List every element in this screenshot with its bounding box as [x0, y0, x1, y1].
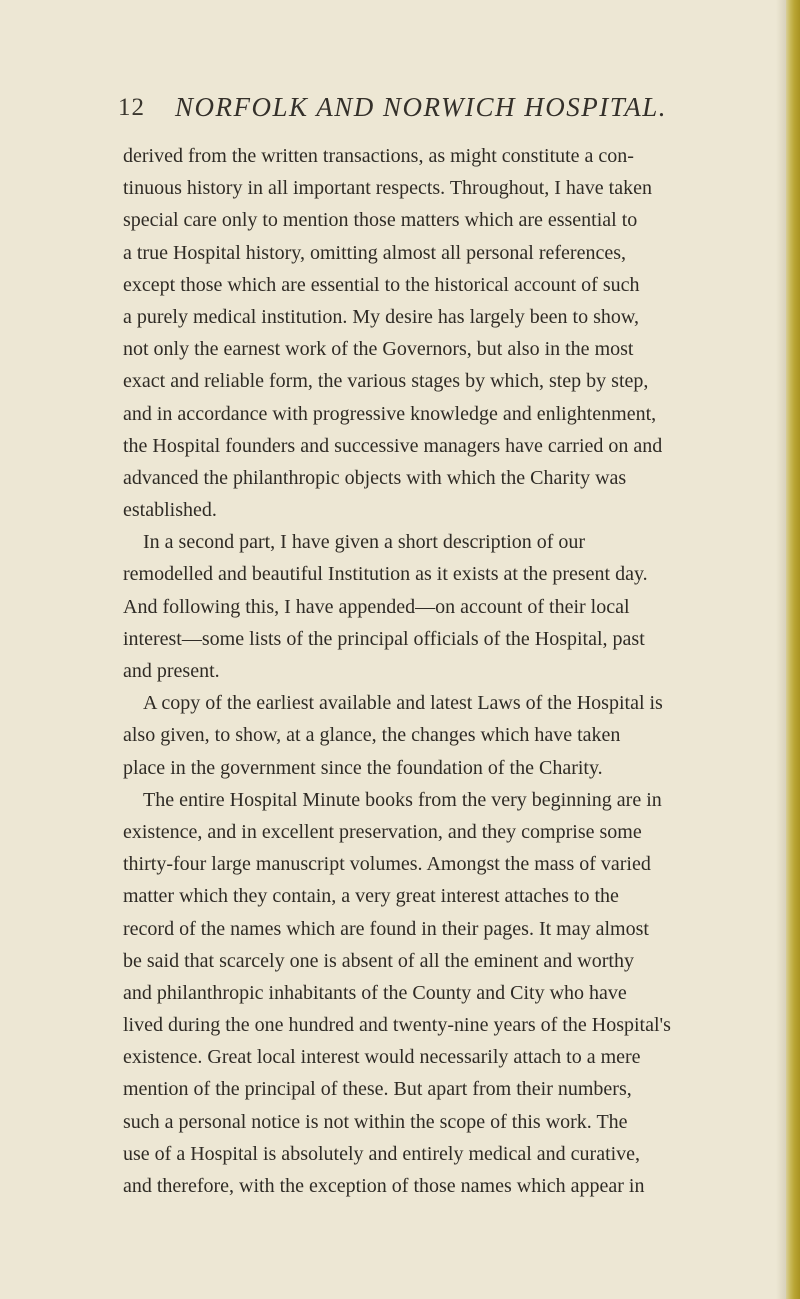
text-line: be said that scarcely one is absent of all the eminent and worthy [123, 949, 634, 972]
text-line: not only the earnest work of the Governors, but also in the most [123, 338, 634, 361]
text-line: except those which are essential to the historical account of such [123, 273, 640, 296]
text-line: interest—some lists of the principal officials of the Hospital, past [123, 627, 645, 650]
running-title: NORFOLK AND NORWICH HOSPITAL. [175, 92, 668, 122]
text-line: the Hospital founders and successive managers have carried on and [123, 434, 663, 457]
text-line: a true Hospital history, omitting almost all personal references, [123, 241, 627, 264]
text-line: record of the names which are found in their pages. It may almost [123, 917, 649, 940]
page-header [118, 92, 668, 132]
body-text [123, 140, 723, 1202]
text-line: exact and reliable form, the various stages by which, step by step, [123, 370, 649, 393]
text-line: and philanthropic inhabitants of the County and City who have [123, 981, 627, 1004]
text-line: existence, and in excellent preservation, and they comprise some [123, 820, 642, 843]
text-line: such a personal notice is not within the scope of this work. The [123, 1110, 628, 1133]
text-line: And following this, I have appended—on account of their local [123, 595, 630, 618]
page-number: 12 [118, 94, 145, 121]
text-line: also given, to show, at a glance, the changes which have taken [123, 724, 621, 747]
text-line: thirty-four large manuscript volumes. Amongst the mass of varied [123, 853, 651, 876]
gilt-page-edge [786, 0, 800, 1299]
text-line: and in accordance with progressive knowledge and enlightenment, [123, 402, 657, 425]
text-line: existence. Great local interest would necessarily attach to a mere [123, 1046, 641, 1069]
page-edge-shadow [776, 0, 786, 1299]
text-line: advanced the philanthropic objects with which the Charity was [123, 466, 627, 489]
text-line: special care only to mention those matters which are essential to [123, 209, 638, 232]
text-line: a purely medical institution. My desire has largely been to show, [123, 305, 639, 328]
paragraph-start-line: In a second part, I have given a short description of our [143, 531, 586, 554]
text-line: established. [123, 499, 217, 522]
paragraph-start-line: A copy of the earliest available and latest Laws of the Hospital is [143, 692, 663, 715]
text-line: remodelled and beautiful Institution as it exists at the present day. [123, 563, 648, 586]
text-line: mention of the principal of these. But apart from their numbers, [123, 1078, 632, 1101]
paragraph-start-line: The entire Hospital Minute books from the very beginning are in [143, 788, 662, 811]
text-line: and therefore, with the exception of those names which appear in [123, 1175, 645, 1197]
text-line: use of a Hospital is absolutely and entirely medical and curative, [123, 1142, 641, 1165]
text-line: tinuous history in all important respects. Throughout, I have taken [123, 177, 652, 200]
text-line: derived from the written transactions, as might constitute a con- [123, 145, 634, 167]
text-line: place in the government since the foundation of the Charity. [123, 756, 603, 779]
text-line: and present. [123, 660, 220, 682]
text-line: lived during the one hundred and twenty-nine years of the Hospital's [123, 1014, 671, 1037]
text-line: matter which they contain, a very great interest attaches to the [123, 885, 619, 908]
